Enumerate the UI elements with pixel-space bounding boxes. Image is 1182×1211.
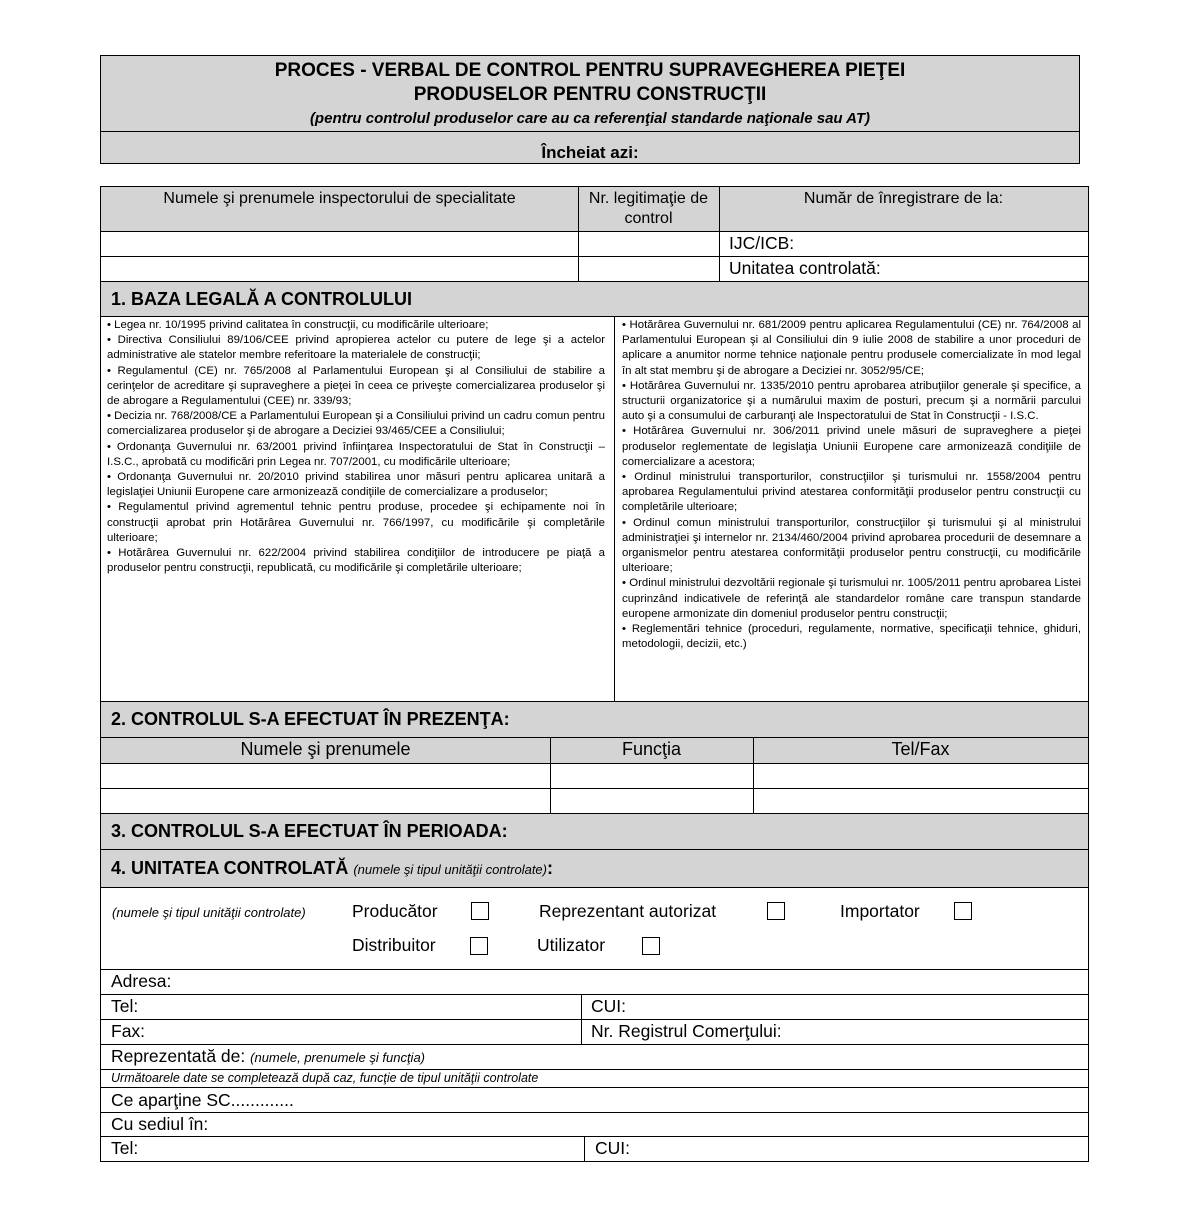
legal-item: • Ordinul comun ministrului transporturilor, construcţiilor şi turismului şi al ministrului administraţiei şi internelor nr. 2134/460/2004 privind aprobarea procedurii de desemnare a organismelor pentru atestarea conformităţii produselor pentru construcţii, cu modificările ulterioare; [622,516,1081,575]
row-divider [101,1087,1088,1088]
presence-telfax-field-2[interactable] [754,789,1088,813]
cui-label-2: CUI: [595,1138,630,1158]
tel-label-2: Tel: [111,1138,139,1158]
id-card-field-1[interactable] [579,232,719,256]
presence-name-field-1[interactable] [101,764,550,788]
section3-title: 3. CONTROLUL S-A EFECTUAT ÎN PERIOADA: [111,821,508,841]
row-divider [101,316,1088,317]
col-divider [719,187,720,281]
legal-item: • Ordinul ministrului transporturilor, construcţiilor şi turismului nr. 1558/2004 pentru aprobarea Regulamentului privind atestarea conformităţii produselor pentru construcţii cu completările ulterioare; [622,471,1081,514]
col-divider [614,316,615,701]
row-divider [101,1069,1088,1070]
row-divider [101,1136,1088,1137]
inspector-name-header: Numele şi prenumele inspectorului de specialitate [163,190,516,207]
header-divider [101,131,1079,132]
presence-function-field-2[interactable] [551,789,753,813]
section2-title: 2. CONTROLUL S-A EFECTUAT ÎN PREZENŢA: [111,709,510,729]
legal-basis-left [107,318,605,576]
registration-header: Număr de înregistrare de la: [803,190,1004,207]
producer-checkbox[interactable] [471,902,489,920]
represented-by-label: Reprezentată de: [111,1046,246,1066]
presence-function-header: Funcţia [621,739,682,759]
tel-label: Tel: [111,996,139,1016]
section3-header [101,813,1088,849]
legal-item: • Reglementări tehnice (proceduri, regulamente, normative, specificaţii tehnice, ghiduri, metodologii, decizii, etc.) [622,623,1081,651]
represented-by-note: (numele, prenumele şi funcţia) [250,1050,425,1065]
importer-label: Importator [840,901,920,921]
distributor-label: Distribuitor [352,935,436,955]
presence-name-header: Numele şi prenumele [240,739,411,759]
section4-header [101,849,1088,887]
inspector-name-field-1[interactable] [101,232,578,256]
authorized-representative-checkbox[interactable] [767,902,785,920]
inspector-name-field-2[interactable] [101,257,578,281]
section4-title-wrap [111,858,553,879]
section1-title: 1. BAZA LEGALĂ A CONTROLULUI [111,289,412,309]
document-title-line2: PRODUSELOR PENTRU CONSTRUCŢII [413,84,767,105]
main-form [100,186,1089,1162]
legal-item: • Hotărârea Guvernului nr. 1335/2010 pentru aprobarea atribuţiilor generale şi specifice, a structurii organizatorice şi a numărului maxim de posturi, precum şi a normării parcului auto şi a consumului de carburanţi ale Inspectoratului de Stat în Construcţii - I.S.C. [622,379,1081,423]
distributor-checkbox[interactable] [470,937,488,955]
row-divider [101,1019,1088,1020]
authorized-representative-label: Reprezentant autorizat [539,901,717,921]
address-label: Adresa: [111,971,172,991]
section1-header [101,281,1088,316]
section2-header [101,701,1088,737]
header-box [100,55,1080,164]
section4-title-note: (numele şi tipul unităţii controlate) [353,862,547,877]
legal-item: • Decizia nr. 768/2008/CE a Parlamentului European şi a Consiliului privind un cadru comun pentru comercializarea produselor şi de abrogare a Deciziei 93/465/CEE a Consiliului; [107,410,605,438]
cui-label: CUI: [591,996,626,1016]
headquarters-label: Cu sediul în: [111,1114,209,1134]
legal-item: • Hotărârea Guvernului nr. 681/2009 pentru aplicarea Regulamentului (CE) nr. 764/2008 al Parlamentului European şi al Consiliului din 9 iulie 2008 de stabilire a unor proceduri de aplicare a anumitor norme tehnice naţionale pentru produsele comercializate în mod legal în alt stat membru şi de abrogare a Deciziei nr. 3052/95/CE; [622,319,1081,377]
represented-by-wrap [111,1046,425,1067]
presence-name-field-2[interactable] [101,789,550,813]
row-divider [101,969,1088,970]
id-card-field-2[interactable] [579,257,719,281]
user-label: Utilizator [537,935,606,955]
legal-basis-right [622,318,1081,652]
document-title-line1: PROCES - VERBAL DE CONTROL PENTRU SUPRAVEGHEREA PIEŢEI [274,60,906,81]
legal-item: • Hotărârea Guvernului nr. 622/2004 privind stabilirea condiţiilor de introducere pe piaţă a produselor pentru construcţii, republicată, cu modificările şi completările ulterioare; [107,547,605,575]
user-checkbox[interactable] [642,937,660,955]
concluded-label: Încheiat azi: [541,143,639,162]
legal-item: • Ordonanţa Guvernului nr. 63/2001 privind înfiinţarea Inspectoratului de Stat în Construcţii – I.S.C., aprobată cu modificări prin Legea nr. 707/2001, cu modificările ulterioare; [107,440,605,468]
ijc-icb-label: IJC/ICB: [729,233,795,253]
id-card-header: Nr. legitimaţie de control [588,190,709,227]
row-divider [101,994,1088,995]
row-divider [101,1044,1088,1045]
legal-item: • Hotărârea Guvernului nr. 306/2011 privind unele măsuri de supraveghere a pieţei produselor reglementate de legislaţia Uniunii Europene care armonizează condiţiile de comercializare a acestora; [622,425,1081,468]
section4-title: 4. UNITATEA CONTROLATĂ [111,858,349,878]
legal-item: • Legea nr. 10/1995 privind calitatea în construcţii, cu modificările ulterioare; [107,319,489,331]
legal-item: • Regulamentul privind agrementul tehnic pentru produse, procedee şi echipamente noi în construcţii aprobat prin Hotărârea Guvernului nr. 766/1997, cu modificările şi completările ulterioare; [107,501,605,544]
presence-telfax-header: Tel/Fax [891,739,950,759]
producer-label: Producător [352,901,438,921]
legal-item: • Ordinul ministrului dezvoltării regionale şi turismului nr. 1005/2011 pentru aprobarea Listei cuprinzând indicativele de referinţă ale standardelor române care transpun standarde europene armonizate din domeniul produselor pentru construcţii; [622,577,1081,620]
col-divider [584,1136,585,1161]
unit-type-note: (numele şi tipul unităţii controlate) [112,905,306,920]
document-subtitle: (pentru controlul produselor care au ca referenţial standarde naţionale sau AT) [309,110,871,127]
controlled-unit-label: Unitatea controlată: [729,258,881,278]
legal-item: • Ordonanţa Guvernului nr. 20/2010 privind stabilirea unor măsuri pentru aplicarea unitară a legislaţiei Uniunii Europene care armonizează condiţiile de comercializare a produselor; [107,471,605,499]
importer-checkbox[interactable] [954,902,972,920]
legal-item: • Regulamentul (CE) nr. 765/2008 al Parlamentului European şi al Consiliului de stabilire a cerinţelor de acreditare şi supraveghere a pieţei în ceea ce priveşte comercializarea produselor şi de abrogare a Regulamentului (CEE) nr. 339/93; [107,364,605,408]
belongs-to-label: Ce aparţine SC............. [111,1090,294,1110]
following-data-note: Următoarele date se completează după caz, funcţie de tipul unităţii controlate [111,1071,539,1085]
fax-label: Fax: [111,1021,146,1041]
presence-function-field-1[interactable] [551,764,753,788]
row-divider [101,887,1088,888]
trade-registry-label: Nr. Registrul Comerţului: [591,1021,782,1041]
section4-title-colon: : [547,858,553,878]
row-divider [101,1112,1088,1113]
legal-item: • Directiva Consiliului 89/106/CEE privind apropierea actelor cu putere de lege şi a actelor administrative ale statelor membre referitoare la materialele de construcţii; [107,334,605,362]
presence-telfax-field-1[interactable] [754,764,1088,788]
